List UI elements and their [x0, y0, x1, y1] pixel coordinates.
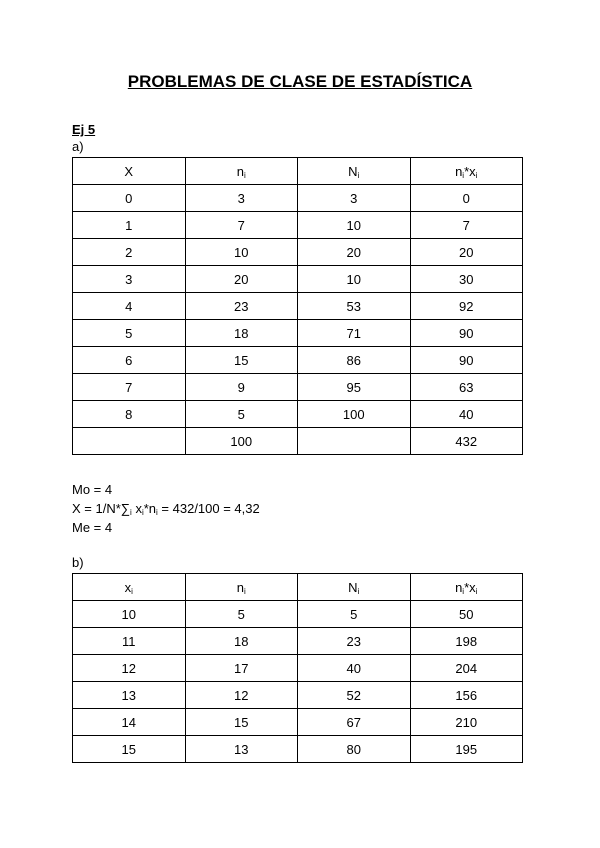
table-cell: 53 [298, 293, 411, 320]
table-cell: 198 [410, 628, 523, 655]
header-base: n [455, 163, 463, 179]
table-cell: 7 [73, 374, 186, 401]
header-cell [410, 574, 523, 601]
header-row [73, 158, 523, 185]
header-cell [185, 158, 298, 185]
mean-text-3: *n [143, 501, 157, 516]
table-cell: 23 [185, 293, 298, 320]
table-cell: 13 [73, 682, 186, 709]
table-cell: 15 [185, 709, 298, 736]
table-row [73, 320, 523, 347]
table-row [73, 401, 523, 428]
table-row [73, 655, 523, 682]
header-sub2: i [475, 586, 478, 596]
table-cell: 3 [185, 185, 298, 212]
header-cell [185, 574, 298, 601]
table-cell: 100 [185, 428, 298, 455]
table-cell: 14 [73, 709, 186, 736]
frequency-table-a [72, 157, 523, 455]
table-cell: 7 [185, 212, 298, 239]
table-a-body [73, 158, 523, 455]
table-cell: 40 [410, 401, 523, 428]
header-base: N [348, 579, 358, 595]
table-cell [298, 428, 411, 455]
table-cell [73, 428, 186, 455]
table-cell: 5 [73, 320, 186, 347]
table-cell: 9 [185, 374, 298, 401]
table-cell: 71 [298, 320, 411, 347]
table-cell: 40 [298, 655, 411, 682]
table-cell: 100 [298, 401, 411, 428]
table-cell: 12 [185, 682, 298, 709]
table-cell: 10 [298, 266, 411, 293]
header-sub: i [357, 170, 360, 180]
table-cell: 18 [185, 628, 298, 655]
header-sub: i [462, 586, 465, 596]
header-base: x [124, 579, 132, 595]
table-row [73, 736, 523, 763]
header-cell [73, 574, 186, 601]
mean-text-1: X = 1/N*∑ [72, 501, 131, 516]
table-cell: 30 [410, 266, 523, 293]
table-cell: 11 [73, 628, 186, 655]
table-cell: 90 [410, 320, 523, 347]
mean-sub-2: i [141, 508, 144, 517]
document-title: PROBLEMAS DE CLASE DE ESTADÍSTICA [127, 72, 473, 91]
part-b-label: b) [72, 555, 84, 570]
frequency-table-b [72, 573, 523, 763]
header-sub2: i [475, 170, 478, 180]
header-cell [73, 158, 186, 185]
table-cell: 15 [185, 347, 298, 374]
table-cell: 80 [298, 736, 411, 763]
table-row [73, 374, 523, 401]
table-cell: 90 [410, 347, 523, 374]
mean-sub-1: i [130, 508, 132, 517]
header-base: n [236, 579, 244, 595]
table-cell: 204 [410, 655, 523, 682]
table-cell: 15 [73, 736, 186, 763]
table-cell: 95 [298, 374, 411, 401]
table-cell: 0 [73, 185, 186, 212]
table-cell: 195 [410, 736, 523, 763]
table-row [73, 601, 523, 628]
table-cell: 10 [298, 212, 411, 239]
table-cell: 12 [73, 655, 186, 682]
table-cell: 3 [298, 185, 411, 212]
table-cell: 67 [298, 709, 411, 736]
header-row [73, 574, 523, 601]
table-cell: 13 [185, 736, 298, 763]
table-row [73, 682, 523, 709]
table-cell: 1 [73, 212, 186, 239]
table-cell: 20 [185, 266, 298, 293]
table-row [73, 266, 523, 293]
table-cell: 20 [298, 239, 411, 266]
table-cell: 5 [185, 601, 298, 628]
table-cell: 5 [185, 401, 298, 428]
table-cell: 18 [185, 320, 298, 347]
header-sub: i [462, 170, 465, 180]
table-row [73, 239, 523, 266]
table-cell: 17 [185, 655, 298, 682]
table-cell: 86 [298, 347, 411, 374]
table-row [73, 709, 523, 736]
table-row [73, 628, 523, 655]
table-cell: 20 [410, 239, 523, 266]
table-cell: 52 [298, 682, 411, 709]
exercise-title: Ej 5 [72, 122, 96, 137]
table-cell: 92 [410, 293, 523, 320]
table-row [73, 185, 523, 212]
header-cell [410, 158, 523, 185]
mean-sub-3: i [156, 508, 158, 517]
header-sub: i [243, 586, 246, 596]
table-cell: 3 [73, 266, 186, 293]
table-cell: 50 [410, 601, 523, 628]
results-block [72, 480, 260, 537]
table-cell: 63 [410, 374, 523, 401]
mean-result [72, 499, 260, 518]
table-row [73, 347, 523, 374]
table-cell: 10 [73, 601, 186, 628]
mean-text-4: = 432/100 = 4,32 [157, 501, 260, 516]
header-base2: *x [464, 163, 476, 179]
header-cell [298, 574, 411, 601]
header-sub: i [131, 586, 133, 596]
table-cell: 5 [298, 601, 411, 628]
table-cell: 2 [73, 239, 186, 266]
table-cell: 10 [185, 239, 298, 266]
table-cell: 23 [298, 628, 411, 655]
header-base: X [124, 163, 134, 179]
table-cell: 7 [410, 212, 523, 239]
table-row [73, 428, 523, 455]
header-base: n [455, 579, 463, 595]
part-a-label: a) [72, 139, 84, 154]
table-cell: 6 [73, 347, 186, 374]
header-sub: i [357, 586, 360, 596]
header-sub: i [243, 170, 246, 180]
table-cell: 0 [410, 185, 523, 212]
header-base: N [348, 163, 358, 179]
table-cell: 210 [410, 709, 523, 736]
median-result: Me = 4 [72, 520, 113, 535]
mean-text-2: x [131, 501, 142, 516]
header-cell [298, 158, 411, 185]
table-row [73, 212, 523, 239]
table-cell: 156 [410, 682, 523, 709]
table-cell: 4 [73, 293, 186, 320]
mode-result: Mo = 4 [72, 482, 113, 497]
table-b-body [73, 574, 523, 763]
header-base2: *x [464, 579, 476, 595]
table-cell: 8 [73, 401, 186, 428]
table-row [73, 293, 523, 320]
header-base: n [236, 163, 244, 179]
table-cell: 432 [410, 428, 523, 455]
